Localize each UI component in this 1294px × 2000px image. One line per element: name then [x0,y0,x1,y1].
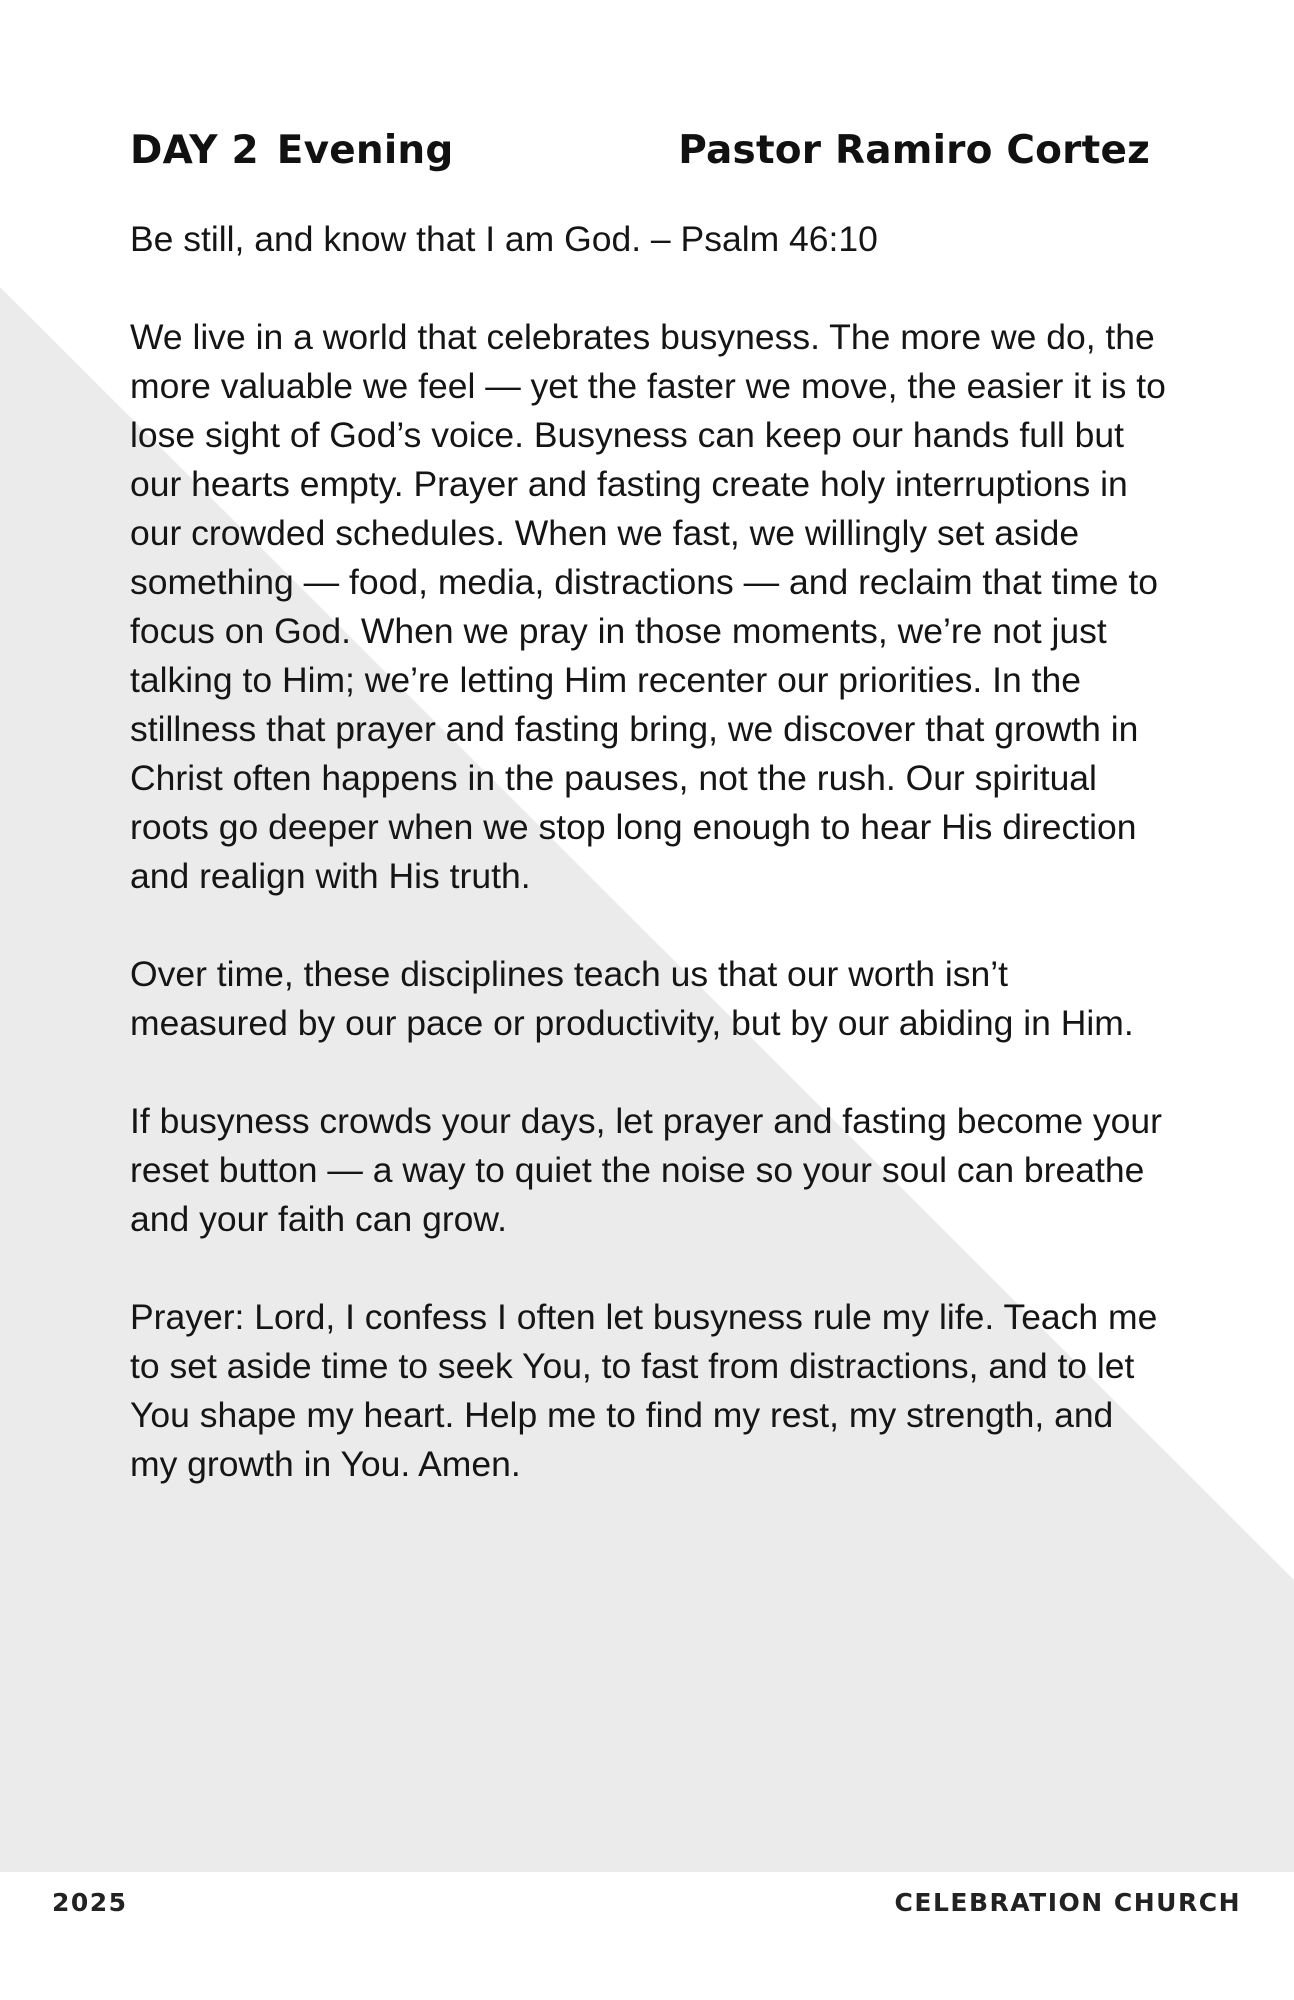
session-label: Evening [276,127,454,173]
body-paragraph: Over time, these disciplines teach us that our worth isn’t measured by our pace or productivity, but by our abiding in Him. [130,954,1134,1043]
author-name: Pastor Ramiro Cortez [678,127,1150,173]
page-footer [0,1872,1294,2000]
scripture-verse: Be still, and know that I am God. – Psalm 46:10 [130,219,878,259]
footer-church-name: CELEBRATION CHURCH [894,1888,1241,1917]
body-paragraph: We live in a world that celebrates busyness. The more we do, the more valuable we feel — yet the faster we move, the easier it is to lose sight of God’s voice. Busyness can keep our hands full but our hearts empty. Prayer and fasting create holy interruptions in our crowded schedules. When we fast, we willingly set aside something — food, media, distractions — and reclaim that time to focus on God. When we pray in those moments, we’re not just talking to Him; we’re letting Him recenter our priorities. In the stillness that prayer and fasting bring, we discover that growth in Christ often happens in the pauses, not the rush. Our spiritual roots go deeper when we stop long enough to hear His direction and realign with His truth. [130,317,1166,896]
footer-year: 2025 [52,1888,128,1917]
day-session-title [130,128,454,173]
body-paragraph: If busyness crowds your days, let prayer and fasting become your reset button — a way to quiet the noise so your soul can breathe and your faith can grow. [130,1101,1162,1239]
devotional-body [130,215,1170,1538]
day-label: DAY 2 [130,127,259,173]
prayer-paragraph: Prayer: Lord, I confess I often let busyness rule my life. Teach me to set aside time to seek You, to fast from distractions, and to let You shape my heart. Help me to find my rest, my strength, and my growth in You. Amen. [130,1297,1158,1484]
page-header [130,120,1150,180]
